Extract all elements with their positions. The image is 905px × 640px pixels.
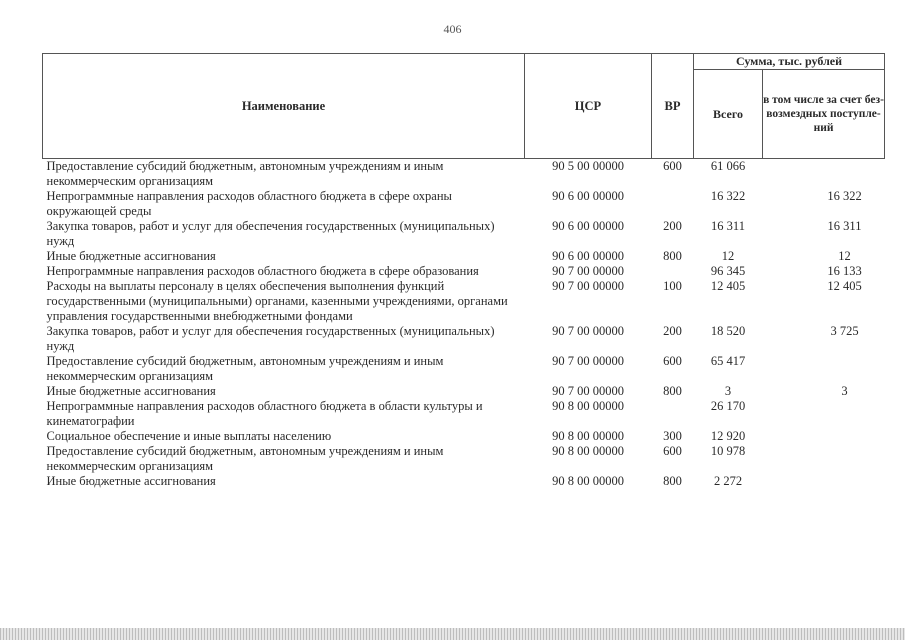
header-incl: в том числе за счет без-возмездных поступле-ний (763, 70, 885, 159)
row-name: Предоставление субсидий бюджетным, автономным учреждениям и иным некоммерческим организациям (46, 444, 444, 473)
row-incl: 12 (838, 249, 851, 263)
row-incl: 16 311 (827, 219, 862, 233)
row-incl: 3 (841, 384, 848, 398)
table-body (43, 159, 885, 490)
header-name: Наименование (43, 54, 525, 159)
row-vr: 100 (663, 279, 682, 293)
row-incl (763, 399, 885, 429)
row-csr: 90 7 00 00000 (552, 384, 624, 398)
row-total: 61 066 (710, 159, 746, 173)
row-total: 12 920 (710, 429, 746, 443)
header-sum: Сумма, тыс. рублей (694, 54, 885, 70)
header-csr: ЦСР (525, 54, 652, 159)
row-name: Социальное обеспечение и иные выплаты населению (46, 429, 332, 443)
row-name: Непрограммные направления расходов областного бюджета в сфере охраны окружающей среды (46, 189, 452, 218)
row-csr: 90 7 00 00000 (552, 279, 624, 293)
row-total: 12 (721, 249, 735, 263)
header-vr: ВР (652, 54, 694, 159)
row-incl: 12 405 (827, 279, 862, 293)
row-total: 18 520 (710, 324, 746, 338)
table-row (43, 324, 885, 354)
row-incl: 3 725 (830, 324, 859, 338)
row-name: Закупка товаров, работ и услуг для обеспечения государственных (муниципальных) нужд (46, 324, 495, 353)
row-csr: 90 7 00 00000 (552, 354, 624, 368)
row-incl (763, 429, 885, 444)
row-incl: 16 133 (827, 264, 862, 278)
table-row (43, 399, 885, 429)
row-name: Закупка товаров, работ и услуг для обеспечения государственных (муниципальных) нужд (46, 219, 495, 248)
row-vr: 800 (663, 474, 682, 488)
row-vr: 600 (663, 444, 682, 458)
row-name: Расходы на выплаты персоналу в целях обеспечения выполнения функций государственными (муниципальными) органами, казенными учреждениями, органами управления государственными внебюджетными фондами (46, 279, 508, 323)
row-total: 3 (724, 384, 732, 398)
row-name: Иные бюджетные ассигнования (46, 474, 216, 488)
row-incl (763, 474, 885, 489)
table-row (43, 264, 885, 279)
row-vr: 600 (663, 159, 682, 173)
row-name: Иные бюджетные ассигнования (46, 384, 216, 398)
table-row (43, 159, 885, 190)
row-name: Предоставление субсидий бюджетным, автономным учреждениям и иным некоммерческим организациям (46, 354, 444, 383)
row-name: Иные бюджетные ассигнования (46, 249, 216, 263)
table-row (43, 354, 885, 384)
row-incl: 16 322 (827, 189, 862, 203)
table-row (43, 279, 885, 324)
row-vr (652, 399, 694, 429)
row-vr: 800 (663, 249, 682, 263)
row-total: 16 322 (710, 189, 746, 203)
table-row (43, 444, 885, 474)
row-csr: 90 8 00 00000 (552, 429, 624, 443)
row-incl (763, 354, 885, 384)
row-csr: 90 8 00 00000 (552, 444, 624, 458)
scan-edge (0, 628, 905, 640)
table-row (43, 474, 885, 489)
page-number: 406 (443, 22, 462, 36)
row-total: 12 405 (710, 279, 746, 293)
row-csr: 90 7 00 00000 (552, 324, 624, 338)
table-row (43, 219, 885, 249)
row-vr: 800 (663, 384, 682, 398)
budget-table (42, 53, 885, 489)
table-header (43, 54, 885, 159)
row-vr: 600 (663, 354, 682, 368)
row-incl (763, 444, 885, 474)
row-vr: 300 (663, 429, 682, 443)
row-csr: 90 6 00 00000 (552, 219, 624, 233)
row-total: 26 170 (710, 399, 746, 413)
row-vr: 200 (663, 324, 682, 338)
table-row (43, 429, 885, 444)
row-incl (763, 159, 885, 190)
row-csr: 90 6 00 00000 (552, 249, 624, 263)
row-vr (652, 264, 694, 279)
row-csr: 90 8 00 00000 (552, 474, 624, 488)
row-total: 65 417 (710, 354, 746, 368)
row-total: 10 978 (710, 444, 746, 458)
row-name: Непрограммные направления расходов областного бюджета в области культуры и кинематографии (46, 399, 483, 428)
table-row (43, 249, 885, 264)
row-vr: 200 (663, 219, 682, 233)
row-total: 2 272 (713, 474, 743, 488)
table-row (43, 384, 885, 399)
row-name: Непрограммные направления расходов областного бюджета в сфере образования (46, 264, 479, 278)
row-name: Предоставление субсидий бюджетным, автономным учреждениям и иным некоммерческим организациям (46, 159, 444, 188)
row-total: 16 311 (711, 219, 745, 233)
row-total: 96 345 (710, 264, 746, 278)
row-csr: 90 6 00 00000 (552, 189, 624, 203)
table-row (43, 189, 885, 219)
row-vr (652, 189, 694, 219)
row-csr: 90 7 00 00000 (552, 264, 624, 278)
row-csr: 90 8 00 00000 (552, 399, 624, 413)
row-csr: 90 5 00 00000 (552, 159, 624, 173)
header-total: Всего (694, 70, 763, 159)
